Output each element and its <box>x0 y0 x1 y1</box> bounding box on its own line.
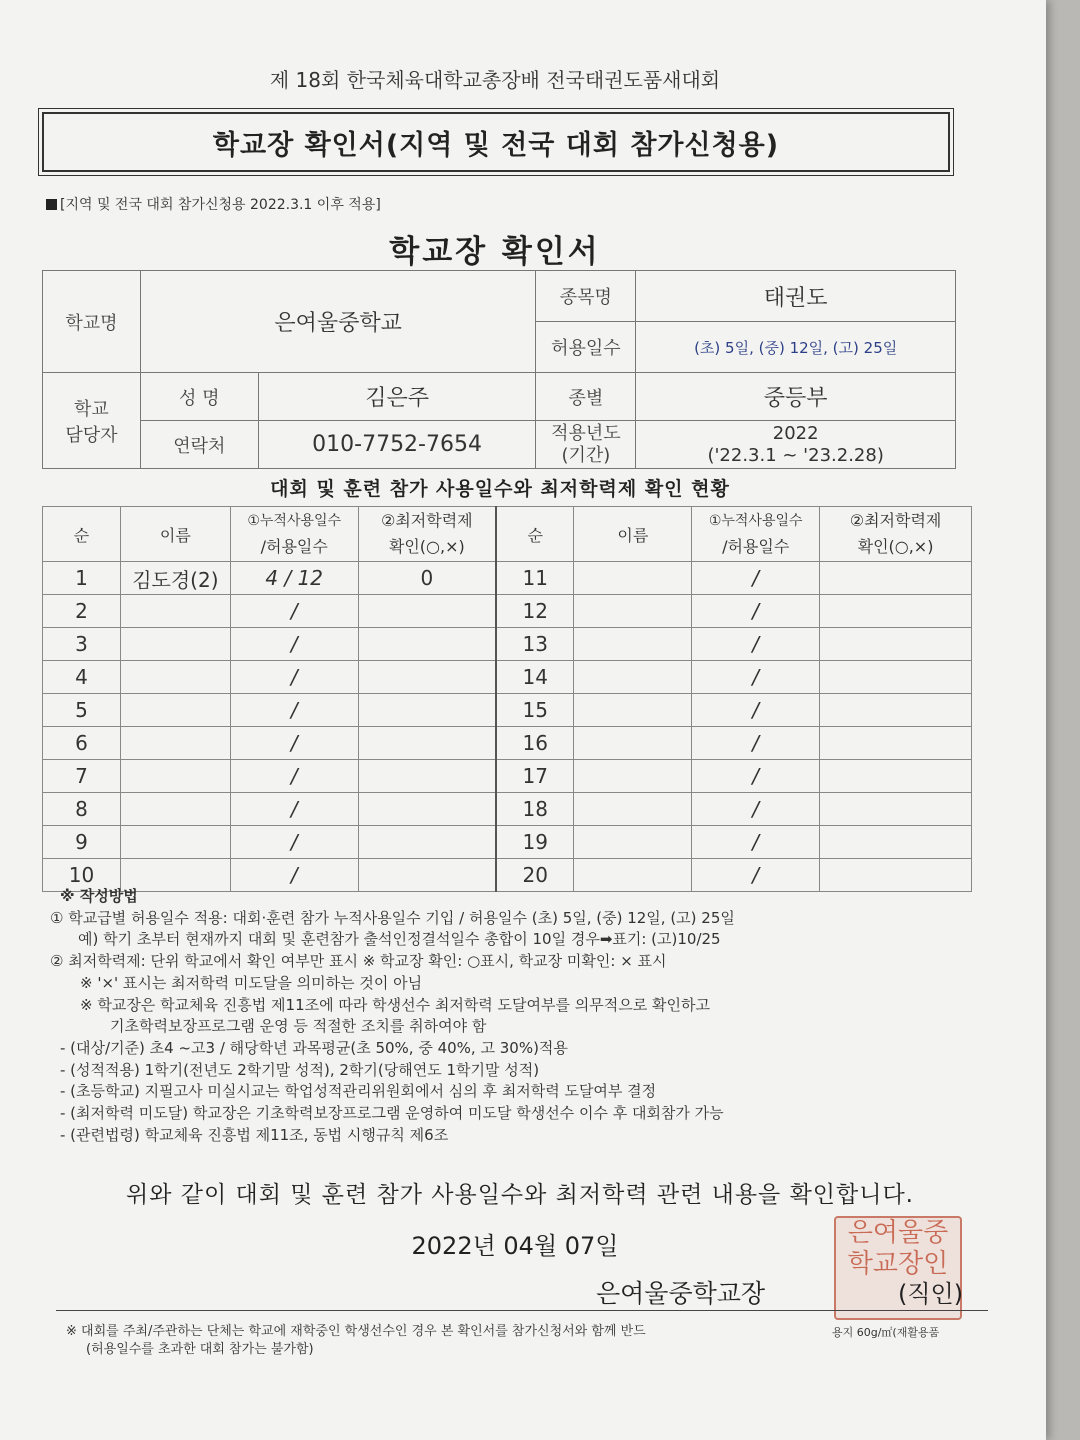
row-days-right: / <box>692 760 820 793</box>
note-line: - (성적적용) 1학기(전년도 2학기말 성적), 2학기(당해연도 1학기말 성적) <box>60 1060 540 1079</box>
row-min-right <box>820 562 972 595</box>
row-days: / <box>230 826 358 859</box>
row-no: 8 <box>43 793 121 826</box>
name-value: 김은주 <box>258 373 536 421</box>
contact-label: 연락처 <box>140 421 258 469</box>
note-line: ※ 학교장은 학교체육 진흥법 제11조에 따라 학생선수 최저학력 도달여부를 의무적으로 확인하고 <box>80 995 710 1014</box>
row-no: 10 <box>43 859 121 892</box>
event-title: 제 18회 한국체육대학교총장배 전국태권도품새대회 <box>269 68 721 92</box>
name-label: 성 명 <box>140 373 258 421</box>
header-min-line2: 확인(○,×) <box>388 537 465 556</box>
header-days-line2: /허용일수 <box>260 537 328 556</box>
header-days-right-line2: /허용일수 <box>722 537 790 556</box>
contact-value: 010-7752-7654 <box>258 421 536 469</box>
note-line: - (최저학력 미도달) 학교장은 기초학력보장프로그램 운영하여 미도달 학생선수 이수 후 대회참가 가능 <box>60 1104 724 1123</box>
header-min-right-line1: ②최저학력제 <box>849 511 942 530</box>
row-name-right <box>574 661 692 694</box>
row-min-right <box>820 595 972 628</box>
table-row <box>43 727 972 760</box>
row-days: / <box>230 727 358 760</box>
row-days-right: / <box>692 793 820 826</box>
row-name <box>120 826 230 859</box>
row-name-right <box>574 694 692 727</box>
row-min-right <box>820 628 972 661</box>
header-min-line1: ②최저학력제 <box>381 511 473 530</box>
row-min <box>358 694 496 727</box>
row-days-right: / <box>692 628 820 661</box>
table-row <box>43 760 972 793</box>
row-name <box>120 595 230 628</box>
table-row <box>43 628 972 661</box>
note-line: ※ '×' 표시는 최저학력 미도달을 의미하는 것이 아님 <box>80 973 423 992</box>
row-name-right <box>574 562 692 595</box>
sport-label: 종목명 <box>536 271 636 322</box>
row-no-right: 11 <box>496 562 574 595</box>
row-min <box>358 826 496 859</box>
instructions <box>50 886 970 1146</box>
note-line: - (대상/기준) 초4 ~고3 / 해당학년 과목평균(초 50%, 중 40%, 고 30%)적용 <box>60 1038 568 1057</box>
row-days: 4 / 12 <box>230 562 358 595</box>
row-min <box>358 628 496 661</box>
row-min-right <box>820 694 972 727</box>
row-min <box>358 661 496 694</box>
note-line: 예) 학기 초부터 현재까지 대회 및 훈련참가 출석인정결석일수 총합이 10일 경우➡표기: (고)10/25 <box>78 930 721 949</box>
row-no-right: 18 <box>496 793 574 826</box>
table-row <box>43 793 972 826</box>
row-days: / <box>230 793 358 826</box>
square-bullet-icon <box>46 199 57 210</box>
row-no-right: 17 <box>496 760 574 793</box>
row-no: 9 <box>43 826 121 859</box>
row-no: 2 <box>43 595 121 628</box>
row-days: / <box>230 595 358 628</box>
row-name: 김도경(2) <box>120 562 230 595</box>
row-min-right <box>820 793 972 826</box>
row-days-right: / <box>692 826 820 859</box>
row-min-right <box>820 661 972 694</box>
official-seal: 은여울중학교장인 <box>834 1216 962 1320</box>
footer-note-1: ※ 대회를 주최/주관하는 단체는 학교에 재학중인 학생선수인 경우 본 확인서를 참가신청서와 함께 반드 <box>66 1324 646 1339</box>
form-note <box>46 194 381 214</box>
sport-value: 태권도 <box>636 271 956 322</box>
header-min <box>358 507 496 562</box>
row-days-right: / <box>692 694 820 727</box>
note-line: - (초등학교) 지필고사 미실시교는 학업성적관리위원회에서 심의 후 최저학력 도달여부 결정 <box>60 1082 657 1101</box>
row-min <box>358 793 496 826</box>
row-name-right <box>574 826 692 859</box>
school-label: 학교명 <box>43 271 141 373</box>
table-row <box>43 694 972 727</box>
row-days: / <box>230 628 358 661</box>
confirmation-statement: 위와 같이 대회 및 훈련 참가 사용일수와 최저학력 관련 내용을 확인합니다. <box>126 1182 914 1208</box>
row-name <box>120 760 230 793</box>
allowed-days-label: 허용일수 <box>536 322 636 373</box>
header-name-right: 이름 <box>574 507 692 562</box>
year-cell <box>636 421 956 469</box>
table-row <box>43 661 972 694</box>
form-note-text: [지역 및 전국 대회 참가신청용 2022.3.1 이후 적용] <box>60 197 381 213</box>
row-no-right: 19 <box>496 826 574 859</box>
period-value: ('22.3.1 ~ '23.2.28) <box>707 444 884 466</box>
row-name-right <box>574 727 692 760</box>
allowed-days-value: (초) 5일, (중) 12일, (고) 25일 <box>636 322 956 373</box>
header-days <box>230 507 358 562</box>
row-no: 1 <box>43 562 121 595</box>
row-days-right: / <box>692 859 820 892</box>
row-name-right <box>574 760 692 793</box>
row-min-right <box>820 826 972 859</box>
row-days: / <box>230 760 358 793</box>
header-days-right <box>692 507 820 562</box>
row-min: 0 <box>358 562 496 595</box>
row-days-right: / <box>692 562 820 595</box>
header-min-right-line2: 확인(○,×) <box>857 537 934 556</box>
row-no-right: 14 <box>496 661 574 694</box>
info-table <box>42 270 956 469</box>
footer-note-2: (허용일수를 초과한 대회 참가는 불가함) <box>86 1342 314 1357</box>
row-name <box>120 661 230 694</box>
header-days-line1: ①누적사용일수 <box>247 513 342 529</box>
header-no: 순 <box>43 507 121 562</box>
header-name: 이름 <box>120 507 230 562</box>
issue-date: 2022년 04월 07일 <box>411 1232 619 1260</box>
note-line: 기초학력보장프로그램 운영 등 적절한 조치를 취하여야 함 <box>110 1017 487 1036</box>
row-no-right: 12 <box>496 595 574 628</box>
row-no: 4 <box>43 661 121 694</box>
row-days-right: / <box>692 661 820 694</box>
row-no-right: 20 <box>496 859 574 892</box>
note-line: ※ 작성방법 <box>60 887 138 905</box>
header-no-right: 순 <box>496 507 574 562</box>
row-no-right: 15 <box>496 694 574 727</box>
table-row <box>43 562 972 595</box>
year-value: 2022 <box>772 422 819 444</box>
note-line: - (관련법령) 학교체육 진흥법 제11조, 동법 시행규칙 제6조 <box>60 1125 449 1144</box>
row-min-right <box>820 760 972 793</box>
note-line: ② 최저학력제: 단위 학교에서 확인 여부만 표시 ※ 학교장 확인: ○표시, 학교장 미확인: × 표시 <box>50 952 667 971</box>
year-label: 적용년도 (기간) <box>536 421 636 469</box>
row-name <box>120 628 230 661</box>
row-no: 7 <box>43 760 121 793</box>
division-label: 종별 <box>536 373 636 421</box>
row-days: / <box>230 661 358 694</box>
row-min-right <box>820 727 972 760</box>
row-min <box>358 727 496 760</box>
row-no-right: 16 <box>496 727 574 760</box>
row-no: 3 <box>43 628 121 661</box>
row-days-right: / <box>692 595 820 628</box>
school-name: 은여울중학교 <box>140 271 536 373</box>
table-row <box>43 595 972 628</box>
table-row <box>43 826 972 859</box>
usage-table <box>42 506 972 892</box>
row-name-right <box>574 628 692 661</box>
signer-name: 은여울중학교장 <box>596 1279 766 1308</box>
usage-section-title: 대회 및 훈련 참가 사용일수와 최저학력제 확인 현황 <box>270 478 730 500</box>
row-name-right <box>574 793 692 826</box>
row-name-right <box>574 595 692 628</box>
row-days-right: / <box>692 727 820 760</box>
header-min-right <box>820 507 972 562</box>
row-min <box>358 760 496 793</box>
row-min <box>358 595 496 628</box>
main-title: 학교장 확인서 <box>389 234 601 270</box>
row-days: / <box>230 694 358 727</box>
row-no-right: 13 <box>496 628 574 661</box>
row-name <box>120 694 230 727</box>
footer-divider <box>56 1310 988 1311</box>
note-line: ① 학교급별 허용일수 적용: 대회·훈련 참가 누적사용일수 기입 / 허용일수 (초) 5일, (중) 12일, (고) 25일 <box>50 908 735 927</box>
header-days-right-line1: ①누적사용일수 <box>708 513 803 529</box>
paper-spec: 용지 60g/㎡(재활용품 <box>832 1326 940 1339</box>
row-name <box>120 793 230 826</box>
row-no: 5 <box>43 694 121 727</box>
row-name <box>120 727 230 760</box>
division-value: 중등부 <box>636 373 956 421</box>
row-days: / <box>230 859 358 892</box>
box-title: 학교장 확인서(지역 및 전국 대회 참가신청용) <box>42 112 950 172</box>
seal-mark: (직인) <box>898 1280 964 1308</box>
row-no: 6 <box>43 727 121 760</box>
manager-label: 학교 담당자 <box>43 373 141 469</box>
